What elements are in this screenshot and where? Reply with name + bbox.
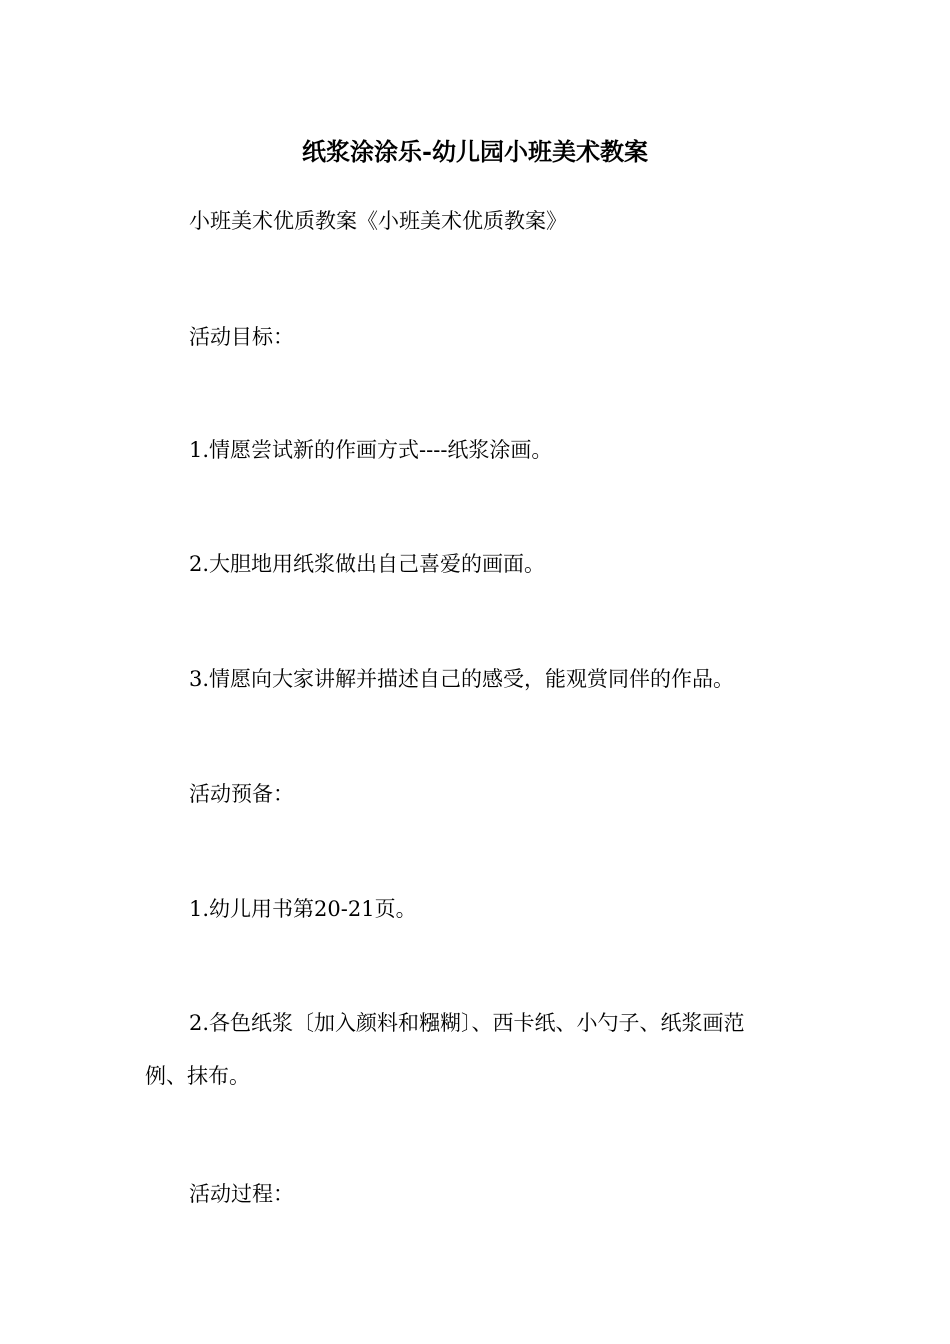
paragraph-prep-heading: 活动预备：	[189, 782, 294, 806]
paragraph-goals-heading: 活动目标：	[189, 325, 294, 349]
paragraph-prep-2-line-2: 例、抹布。	[145, 1064, 250, 1088]
paragraph-prep-2-line-1: 2.各色纸浆〔加入颜料和糨糊〕、西卡纸、小勺子、纸浆画范	[189, 1011, 745, 1035]
document-title: 纸浆涂涂乐-幼儿园小班美术教案	[302, 137, 648, 166]
paragraph-goal-1: 1.情愿尝试新的作画方式----纸浆涂画。	[189, 438, 553, 462]
paragraph-process-heading: 活动过程：	[189, 1182, 294, 1206]
paragraph-goal-2: 2.大胆地用纸浆做出自己喜爱的画面。	[189, 552, 546, 576]
paragraph-subtitle: 小班美术优质教案《小班美术优质教案》	[189, 209, 567, 233]
paragraph-prep-1: 1.幼儿用书第20-21页。	[189, 897, 417, 921]
paragraph-goal-3: 3.情愿向大家讲解并描述自己的感受，能观赏同伴的作品。	[189, 667, 735, 691]
paragraph-prep-2	[145, 1008, 810, 1091]
